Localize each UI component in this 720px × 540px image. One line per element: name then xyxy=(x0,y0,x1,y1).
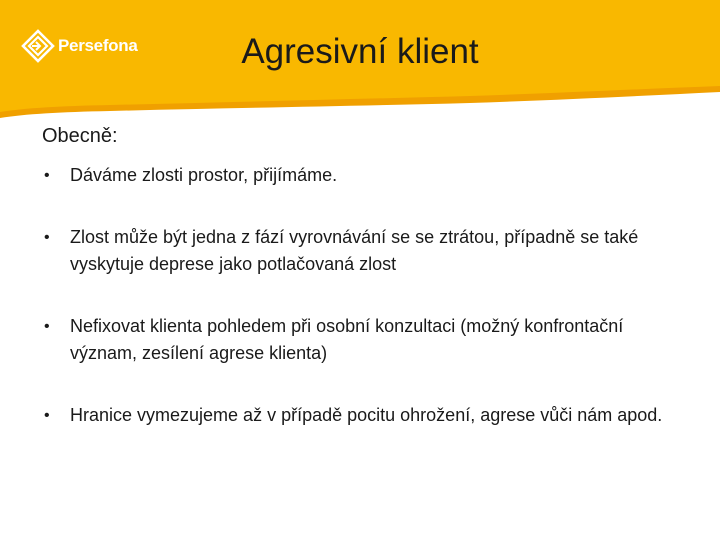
bullet-item xyxy=(42,402,692,429)
bullet-list xyxy=(42,162,692,429)
bullet-dot: • xyxy=(44,407,50,424)
bullet-item xyxy=(42,224,692,278)
bullet-text: Zlost může být jedna z fází vyrovnávání se se ztrátou, případně se také vyskytuje deprese jako potlačovaná zlost xyxy=(70,227,639,274)
bullet-dot: • xyxy=(44,318,50,335)
intro-heading: Obecně: xyxy=(42,125,118,147)
logo xyxy=(20,28,138,64)
bullet-dot: • xyxy=(44,167,50,184)
bullet-dot: • xyxy=(44,229,50,246)
bullet-text: Nefixovat klienta pohledem při osobní konzultaci (možný konfrontační význam, zesílení agrese klienta) xyxy=(70,316,624,363)
bullet-text: Dáváme zlosti prostor, přijímáme. xyxy=(70,165,338,185)
bullet-item xyxy=(42,162,692,189)
slide-title: Agresivní klient xyxy=(241,32,479,71)
persefona-logo-icon xyxy=(20,28,56,64)
logo-text: Persefona xyxy=(58,36,138,55)
bullet-item xyxy=(42,313,692,367)
slide-content xyxy=(42,122,692,429)
bullet-text: Hranice vymezujeme až v případě pocitu ohrožení, agrese vůči nám apod. xyxy=(70,405,663,425)
